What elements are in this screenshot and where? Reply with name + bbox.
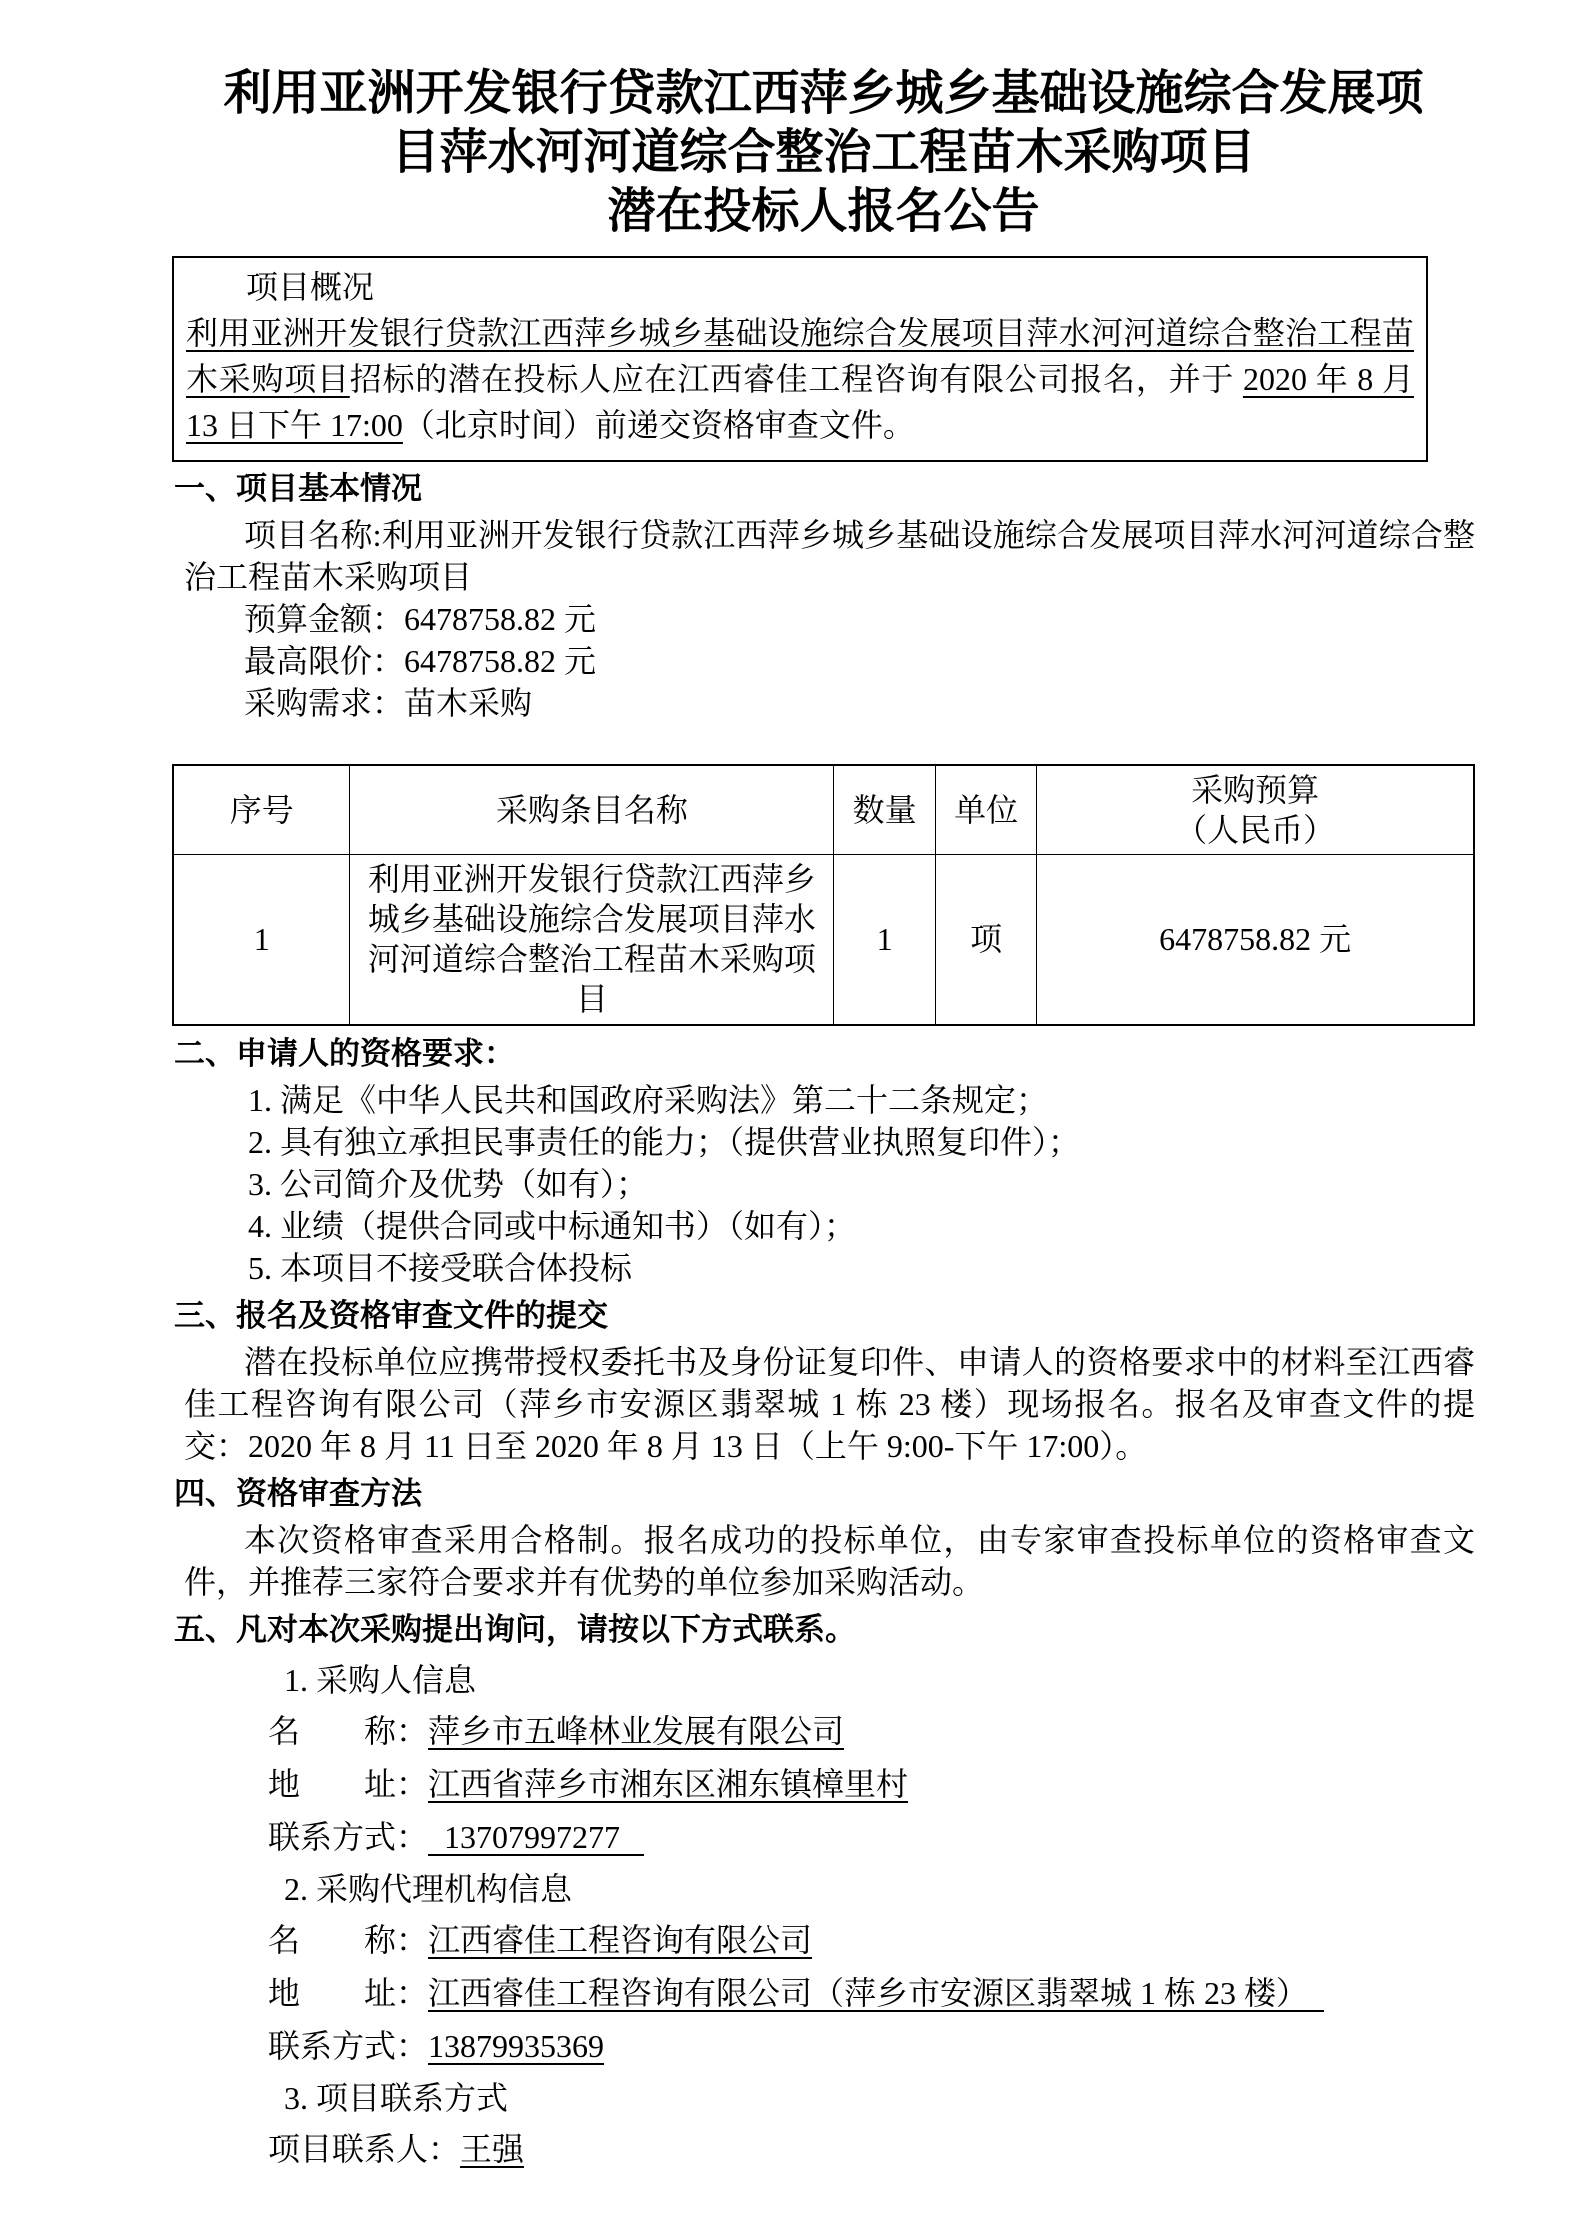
project-contact-person-label: 项目联系人： [268, 2130, 461, 2167]
header-serial-number: 序号 [173, 765, 350, 855]
header-budget [1037, 765, 1474, 855]
purchaser-address-label: 地 址： [268, 1765, 429, 1802]
table-row [173, 855, 1474, 1025]
purchaser-address-row [268, 1758, 1475, 1811]
agency-phone-value: 13879935369 [428, 2027, 605, 2064]
section-5-heading: 五、凡对本次采购提出询问，请按以下方式联系。 [174, 1611, 856, 1647]
requirement-item-3: 3. 公司简介及优势（如有）； [248, 1165, 649, 1202]
section-3-heading: 三、报名及资格审查文件的提交 [174, 1297, 608, 1333]
project-name-paragraph: 项目名称:利用亚洲开发银行贷款江西萍乡城乡基础设施综合发展项目萍水河河道综合整治工程苗木采购项目 [184, 517, 1475, 595]
requirement-item-4: 4. 业绩（提供合同或中标通知书）（如有）； [248, 1207, 857, 1244]
section-1-heading: 一、项目基本情况 [174, 471, 422, 506]
purchaser-name-label: 名 称： [268, 1712, 429, 1749]
agency-info-label: 2. 采购代理机构信息 [284, 1870, 573, 1907]
title-line-3: 潜在投标人报名公告 [607, 185, 1040, 238]
project-contact-person-value: 王强 [460, 2130, 525, 2167]
requirement-item-2: 2. 具有独立承担民事责任的能力；（提供营业执照复印件）； [248, 1123, 1081, 1160]
procurement-demand-line: 采购需求：苗木采购 [244, 685, 533, 721]
max-price-line: 最高限价：6478758.82 元 [244, 643, 597, 679]
agency-phone-label: 联系方式： [268, 2027, 429, 2064]
title-line-1: 利用亚洲开发银行贷款江西萍乡城乡基础设施综合发展项 [223, 67, 1424, 120]
header-budget-line1: 采购预算 [1191, 772, 1320, 808]
header-item-name: 采购条目名称 [350, 765, 834, 855]
overview-text-2: （北京时间）前递交资格审查文件。 [402, 407, 915, 443]
table-header-row [173, 765, 1474, 855]
agency-phone-row [268, 2020, 1475, 2073]
project-contact-label: 3. 项目联系方式 [284, 2079, 509, 2116]
purchaser-phone-label: 联系方式： [268, 1818, 429, 1855]
document-title [172, 64, 1475, 241]
purchaser-name-row [268, 1705, 1475, 1758]
purchaser-phone-row [268, 1811, 1475, 1864]
overview-deadline-underlined: 2020 年 8 月 13 日下午 17:00 [186, 361, 1414, 443]
purchaser-phone-value: 13707997277 [428, 1818, 645, 1855]
purchaser-name-value: 萍乡市五峰林业发展有限公司 [428, 1712, 845, 1749]
registration-submission-paragraph: 潜在投标单位应携带授权委托书及身份证复印件、申请人的资格要求中的材料至江西睿佳工程咨询有限公司（萍乡市安源区翡翠城 1 栋 23 楼）现场报名。报名及审查文件的提交：2020 年 8 月 11 日至 2020 年 8 月 13 日（上午 9:00-下午 17:00）。 [184, 1343, 1475, 1464]
agency-address-value: 江西睿佳工程咨询有限公司（萍乡市安源区翡翠城 1 栋 23 楼） [428, 1974, 1325, 2011]
section-4-heading: 四、资格审查方法 [174, 1475, 422, 1511]
agency-name-label: 名 称： [268, 1921, 429, 1958]
section-2-heading: 二、申请人的资格要求： [174, 1035, 515, 1071]
overview-paragraph [186, 310, 1414, 448]
header-quantity: 数量 [834, 765, 935, 855]
overview-project-name-underlined: 利用亚洲开发银行贷款江西萍乡城乡基础设施综合发展项目萍水河河道综合整治工程苗木采购项目 [186, 315, 1414, 397]
cell-quantity: 1 [834, 855, 935, 1025]
agency-address-row [268, 1967, 1475, 2020]
purchaser-info-label: 1. 采购人信息 [284, 1661, 477, 1698]
requirement-item-1: 1. 满足《中华人民共和国政府采购法》第二十二条规定； [248, 1081, 1049, 1118]
qualification-review-paragraph: 本次资格审查采用合格制。报名成功的投标单位，由专家审查投标单位的资格审查文件，并推荐三家符合要求并有优势的单位参加采购活动。 [184, 1521, 1475, 1600]
procurement-items-table [172, 764, 1475, 1026]
agency-name-row [268, 1914, 1475, 1967]
title-line-2: 目萍水河河道综合整治工程苗木采购项目 [391, 126, 1256, 179]
header-budget-line2: （人民币） [1175, 812, 1336, 848]
project-overview-box [172, 256, 1428, 462]
agency-name-value: 江西睿佳工程咨询有限公司 [428, 1921, 813, 1958]
cell-serial-number: 1 [173, 855, 350, 1025]
budget-amount-line: 预算金额：6478758.82 元 [244, 601, 597, 637]
header-unit: 单位 [935, 765, 1036, 855]
cell-unit: 项 [935, 855, 1036, 1025]
agency-address-label: 地 址： [268, 1974, 429, 2011]
overview-label: 项目概况 [246, 269, 375, 305]
purchaser-address-value: 江西省萍乡市湘东区湘东镇樟里村 [428, 1765, 909, 1802]
requirement-item-5: 5. 本项目不接受联合体投标 [248, 1249, 633, 1286]
cell-item-name: 利用亚洲开发银行贷款江西萍乡城乡基础设施综合发展项目萍水河河道综合整治工程苗木采购项目 [350, 855, 834, 1025]
cell-budget: 6478758.82 元 [1037, 855, 1474, 1025]
project-contact-person-row [268, 2123, 1475, 2176]
overview-text-1: 招标的潜在投标人应在江西睿佳工程咨询有限公司报名，并于 [349, 361, 1243, 397]
